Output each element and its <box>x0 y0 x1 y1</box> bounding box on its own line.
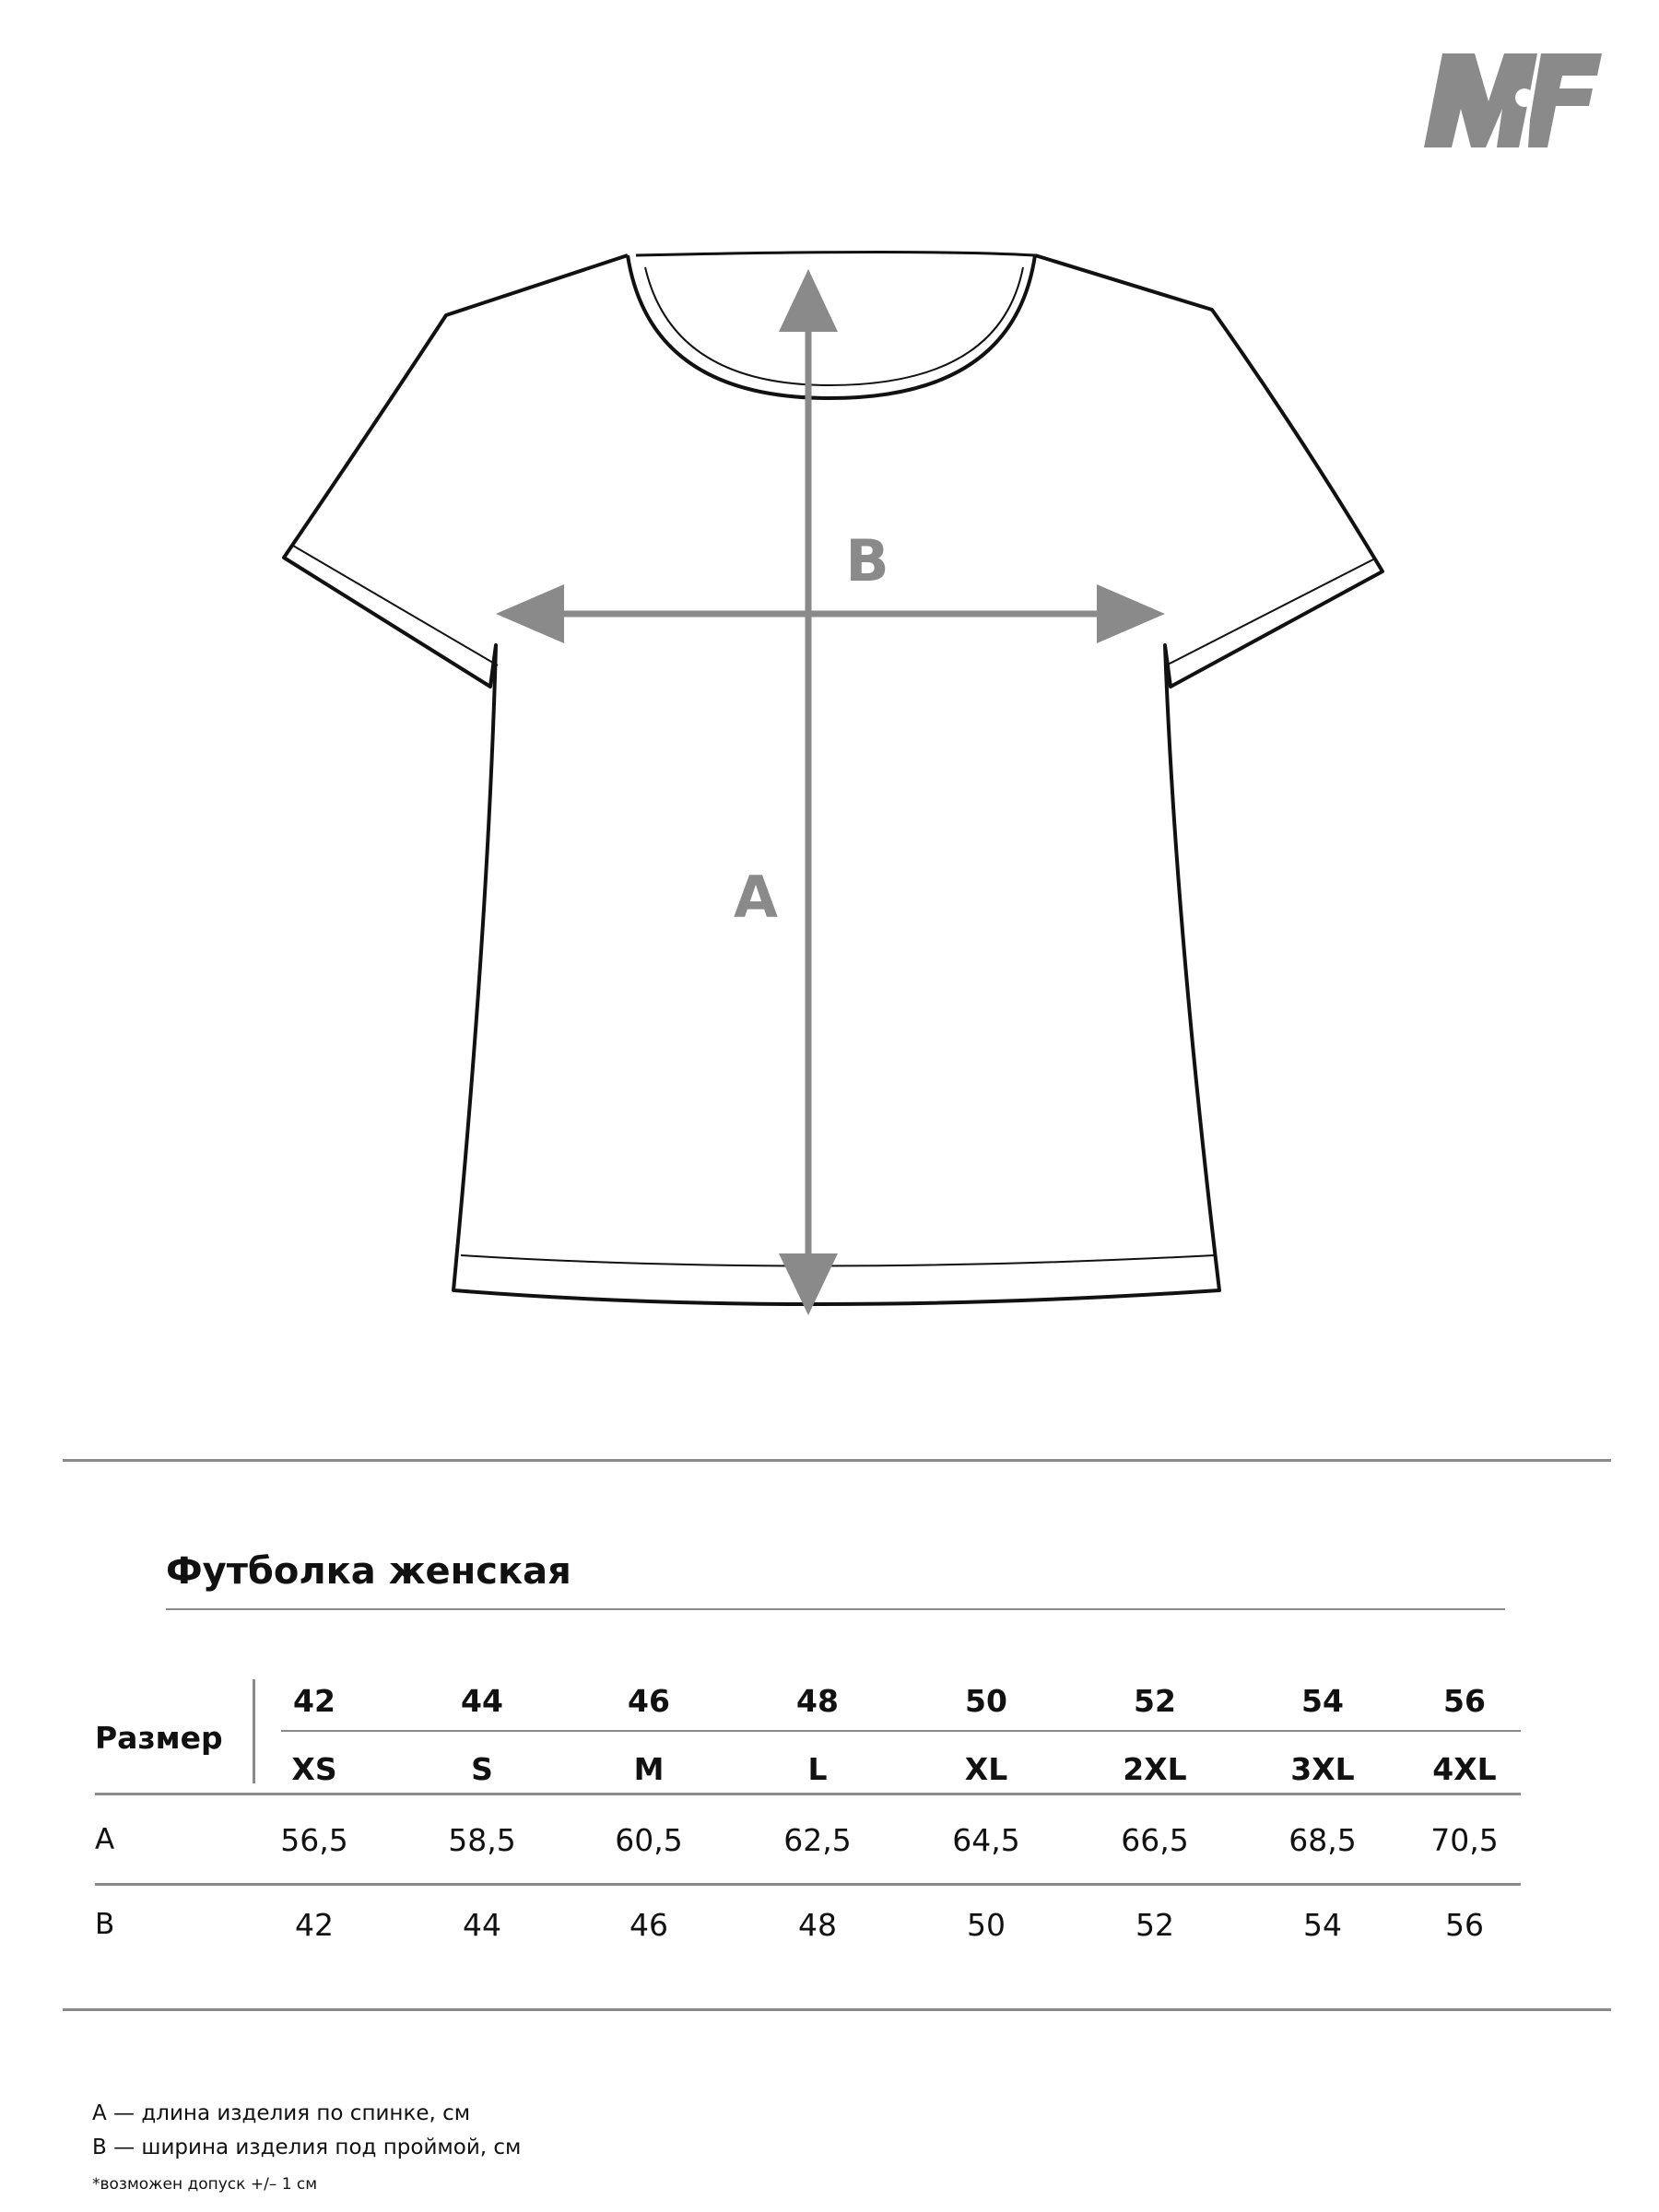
row-b-value: 46 <box>629 1907 668 1943</box>
row-a-value: 56,5 <box>280 1822 348 1858</box>
row-b-value: 44 <box>463 1907 501 1943</box>
size-int-cell: 4XL <box>1432 1751 1497 1787</box>
legend-a: A — длина изделия по спинке, см <box>92 2101 471 2125</box>
size-ru-cell: 50 <box>965 1683 1007 1719</box>
row-a-value: 58,5 <box>448 1822 516 1858</box>
size-ru-cell: 42 <box>293 1683 335 1719</box>
row-a-value: 68,5 <box>1288 1822 1357 1858</box>
legend-b: B — ширина изделия под проймой, см <box>92 2136 522 2159</box>
title-underline <box>166 1608 1505 1610</box>
label-b: B <box>845 527 889 594</box>
row-a-value: 66,5 <box>1121 1822 1189 1858</box>
row-b-value: 52 <box>1135 1907 1174 1943</box>
size-ru-cell: 52 <box>1134 1683 1176 1719</box>
size-ru-cell: 54 <box>1301 1683 1344 1719</box>
label-a: A <box>734 864 778 931</box>
size-int-cell: S <box>471 1751 493 1787</box>
size-int-cell: M <box>633 1751 665 1787</box>
row-b-value: 54 <box>1303 1907 1342 1943</box>
size-ru-cell: 56 <box>1443 1683 1486 1719</box>
row-separator <box>95 1883 1521 1886</box>
size-int-cell: 2XL <box>1123 1751 1187 1787</box>
row-a-value: 60,5 <box>615 1822 683 1858</box>
size-int-cell: XS <box>291 1751 337 1787</box>
mf-logo <box>1424 53 1602 147</box>
tshirt-outline <box>284 253 1382 1305</box>
row-b-value: 50 <box>967 1907 1006 1943</box>
header-bottom-line <box>95 1793 1521 1795</box>
size-int-cell: XL <box>964 1751 1008 1787</box>
size-label: Размер <box>95 1720 223 1756</box>
header-separator <box>281 1730 1521 1732</box>
row-a-value: 70,5 <box>1430 1822 1499 1858</box>
row-b-value: 48 <box>798 1907 837 1943</box>
size-int-cell: 3XL <box>1290 1751 1355 1787</box>
row-b-value: 56 <box>1445 1907 1484 1943</box>
row-a-label: A <box>95 1823 115 1856</box>
size-int-cell: L <box>807 1751 828 1787</box>
size-ru-cell: 48 <box>796 1683 839 1719</box>
divider-bottom <box>63 2008 1611 2011</box>
row-b-value: 42 <box>295 1907 334 1943</box>
table-title: Футболка женская <box>166 1550 571 1593</box>
size-ru-cell: 44 <box>461 1683 503 1719</box>
legend-note: *возможен допуск +/– 1 см <box>92 2175 318 2194</box>
row-a-value: 62,5 <box>783 1822 852 1858</box>
row-a-value: 64,5 <box>952 1822 1020 1858</box>
size-ru-cell: 46 <box>628 1683 670 1719</box>
measurement-arrows <box>496 269 1165 1315</box>
row-b-label: B <box>95 1908 115 1941</box>
divider-top <box>63 1459 1611 1462</box>
